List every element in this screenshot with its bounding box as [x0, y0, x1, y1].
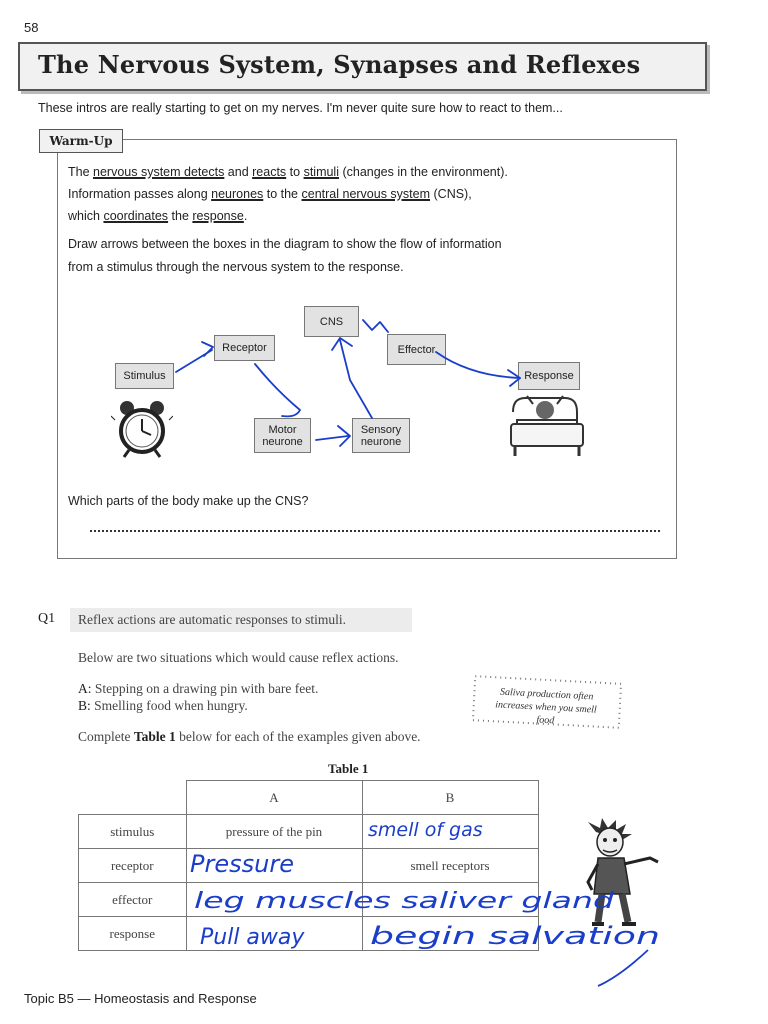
situation-a: A: Stepping on a drawing pin with bare feet. — [78, 681, 319, 696]
complete-instruction: Complete Table 1 below for each of the examples given above. — [78, 729, 421, 744]
warmup-line-3: which coordinates the response. — [68, 209, 248, 223]
cartoon-character-illustration — [578, 818, 664, 930]
page-number: 58 — [24, 20, 39, 35]
q1-heading: Reflex actions are automatic responses to stimuli. — [78, 612, 347, 627]
handwritten-effector: leg muscles saliver gland — [194, 889, 616, 914]
handwritten-a-response: Pull away — [200, 925, 305, 950]
q1-number: Q1 — [38, 611, 56, 626]
handwritten-a-receptor: Pressure — [190, 850, 294, 878]
table-header-cell: A — [186, 781, 362, 815]
table-cell[interactable] — [186, 849, 362, 883]
warmup-line-2: Information passes along neurones to the central nervous system (CNS), — [68, 187, 472, 201]
table-cell[interactable] — [362, 917, 538, 951]
effector-box: Effector — [387, 334, 446, 365]
saliva-note — [466, 672, 628, 732]
row-label: response — [79, 917, 187, 951]
table-row — [79, 917, 539, 951]
person-in-bed-illustration — [505, 392, 585, 458]
row-label: receptor — [79, 849, 187, 883]
saliva-note-text: Saliva production often increases when you smell food — [495, 686, 597, 727]
table-row — [79, 883, 539, 917]
table-caption: Table 1 — [328, 761, 369, 776]
handwritten-b-response: begin salvation — [370, 922, 660, 950]
row-label: stimulus — [79, 815, 187, 849]
table-cell[interactable] — [362, 883, 538, 917]
table-1 — [78, 780, 539, 951]
instruction-line-1: Draw arrows between the boxes in the diagram to show the flow of information — [68, 237, 502, 251]
table-cell: smell receptors — [362, 849, 538, 883]
instruction-line-2: from a stimulus through the nervous system to the response. — [68, 260, 404, 274]
answer-line — [90, 520, 660, 532]
sensory-neurone-box: Sensory neurone — [352, 418, 410, 453]
row-label: effector — [79, 883, 187, 917]
receptor-box: Receptor — [214, 335, 275, 361]
footer-topic: Topic B5 — Homeostasis and Response — [24, 991, 257, 1006]
cns-box: CNS — [304, 306, 359, 337]
table-header-cell — [79, 781, 187, 815]
table-header-cell: B — [362, 781, 538, 815]
table-cell[interactable] — [362, 815, 538, 849]
page-title: The Nervous System, Synapses and Reflexes — [38, 50, 641, 79]
table-row — [79, 815, 539, 849]
situation-b: B: Smelling food when hungry. — [78, 698, 248, 713]
table-cell: pressure of the pin — [186, 815, 362, 849]
table-header-row — [79, 781, 539, 815]
motor-neurone-box: Motor neurone — [254, 418, 311, 453]
table-row — [79, 849, 539, 883]
cns-question: Which parts of the body make up the CNS? — [68, 494, 309, 508]
warmup-line-1: The nervous system detects and reacts to stimuli (changes in the environment). — [68, 165, 508, 179]
alarm-clock-icon — [111, 398, 173, 460]
table-cell[interactable] — [186, 883, 362, 917]
intro-text: These intros are really starting to get on my nerves. I'm never quite sure how to react to them... — [38, 101, 563, 115]
page-title-box — [18, 42, 707, 91]
pen-tail-mark — [598, 950, 648, 986]
q1-below-text: Below are two situations which would cause reflex actions. — [78, 650, 399, 665]
handwritten-b-stimulus: smell of gas — [368, 819, 483, 841]
stimulus-box: Stimulus — [115, 363, 174, 389]
table-cell[interactable] — [186, 917, 362, 951]
response-box: Response — [518, 362, 580, 390]
warmup-label: Warm-Up — [39, 129, 123, 153]
